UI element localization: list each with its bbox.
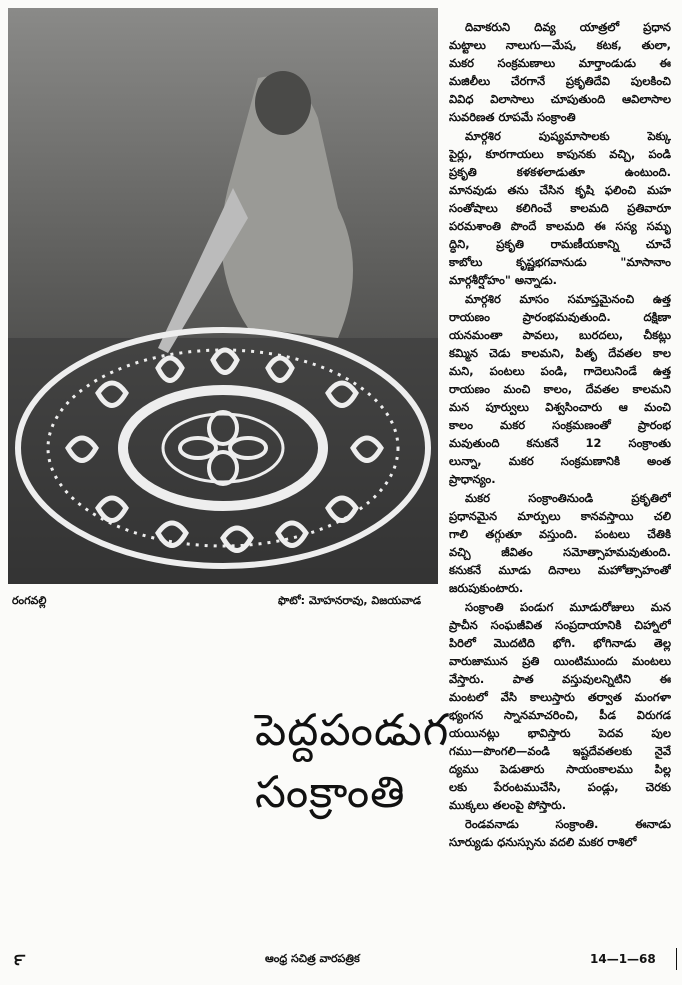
text-line: కనుకనే మూడు దినాలు మహోత్సాహంతో (449, 563, 671, 577)
text-line: మకర సంక్రాంతినుండి ప్రకృతిలో (465, 491, 671, 505)
text-line: మార్గశీర్షోహం" అన్నాడు. (449, 273, 558, 287)
text-line: పైర్లు, కూరగాయలు కాపునకు వచ్చి, పండి (449, 147, 671, 161)
text-line: కమ్మిన చెడు కాలమని, పితృ దేవతల కాల (449, 346, 671, 360)
article-paragraph (449, 489, 671, 597)
text-line: లున్నా, మకర సంక్రమణానికి అంత (449, 454, 671, 468)
text-line: కాలం మకర సంక్రమణంతో ప్రారంభ (449, 418, 671, 432)
text-line: రాయణం ప్రారంభమవుతుంది. దక్షిణా (449, 310, 671, 324)
text-line: మకర సంక్రమణాలు మార్తాండుడు ఈ (449, 56, 671, 70)
text-line: ప్రకృతి కళకళలాడుతూ ఉంటుంది. (449, 165, 671, 179)
text-line: గాలి తగ్గుతూ వస్తుంది. పంటలు చేతికి (449, 527, 671, 541)
title-line-1: పెద్దపండుగ (255, 705, 450, 756)
text-line: పిరిలో మొదటిది భోగి. భోగినాడు తెల్ల (449, 636, 671, 650)
text-line: లకు పేరంటముచేసి, పండ్లు, చెరకు (449, 780, 671, 794)
text-line: భ్యంగన స్నానమాచరించి, పీడ విరుగడ (449, 708, 671, 722)
text-line: కాబోలు కృష్ణభగవానుడు "మాసానాం (449, 255, 671, 269)
text-line: సూర్యుడు ధనుస్సును వదలి మకర రాశిలో (449, 835, 637, 849)
text-line: ప్రాచీన సంఘజీవిత సంప్రదాయానికి చిహ్నాలో (449, 618, 671, 632)
rangoli-photo (8, 8, 438, 584)
text-line: మానవుడు తను చేసిన కృషి ఫలించి మహ (449, 183, 671, 197)
text-line: ప్రాధాన్యం. (449, 472, 496, 486)
article-paragraph (449, 127, 671, 289)
text-line: వారుజామున ప్రతి యింటిముందు మంటలు (449, 654, 671, 668)
text-line: మంటలో వేసి కాలుస్తారు తర్వాత మంగళా (449, 690, 671, 704)
article-title (255, 700, 450, 824)
photo-credit: ఫొటో: మోహనరావు, విజయవాడ (278, 594, 422, 607)
text-line: మన పూర్వులు విశ్వసించారు ఆ మంచి (449, 400, 671, 414)
text-line: మార్గశిర మాసం సమాప్తమైనంచి ఉత్త (465, 292, 671, 306)
text-line: ప్రధానమైన మార్పులు కానవస్తాయి చలి (449, 509, 671, 523)
text-line: గము—పొంగలి—వండి ఇష్టదేవతలకు నైవే (449, 744, 671, 758)
text-line: వేస్తారు. పాత వస్తువులన్నిటిని ఈ (449, 672, 671, 686)
page-mark: ౯ (14, 950, 26, 969)
text-line: యనమంతా పావలు, బురదలు, చీకట్లు (449, 328, 671, 342)
text-line: మట్టాలు నాలుగు—మేష, కటక, తులా, (449, 38, 671, 52)
text-line: మని, పంటలు పండి, గాదెలునిండే ఉత్త (449, 364, 671, 378)
text-line: మజిలీలు చేరగానే ప్రకృతిదేవి పులకించి (449, 74, 671, 88)
text-line: సంక్రాంతి పండుగ మూడురోజులు మన (465, 600, 671, 614)
text-line: సువరిణత రూపమే సంక్రాంతి (449, 110, 576, 124)
text-line: రెండవనాడు సంక్రాంతి. ఈనాడు (465, 817, 671, 831)
article-paragraph (449, 598, 671, 814)
text-line: మార్గశిర పుష్యమాసాలకు పెక్కు (465, 129, 671, 143)
photo-caption: రంగవల్లి (12, 594, 47, 607)
article-paragraph (449, 290, 671, 488)
article-paragraph (449, 815, 671, 851)
text-line: ద్ధిని, ప్రకృతి రామణీయకాన్ని చూచే (449, 237, 671, 251)
text-line: రాయణం మంచి కాలం, దేవతల కాలమని (449, 382, 671, 396)
text-line: ముక్కలు తలంపై పోస్తారు. (449, 798, 567, 812)
text-line: జరుపుకుంటారు. (449, 581, 524, 595)
edge-rule (676, 948, 677, 970)
text-line: మవుతుంది కనుకనే 12 సంక్రాంతు (449, 436, 671, 450)
text-line: సంతోషాలు కలిగించే కాలమది ప్రతివారూ (449, 201, 671, 215)
text-line: వివిధ విలాసాలు చూపుతుంది ఆవిలాసాల (449, 92, 671, 106)
publication-name: ఆంధ్ర సచిత్ర వారపత్రిక (265, 952, 360, 965)
issue-date: 14—1—68 (590, 952, 656, 966)
text-line: వచ్చి జీవితం సమోత్సాహమవుతుంది. (449, 545, 671, 559)
text-line: ద్యము పెడుతారు సాయంకాలము పిల్ల (449, 762, 671, 776)
text-line: దివాకరుని దివ్య యాత్రలో ప్రధాన (465, 20, 671, 34)
article-paragraph (449, 18, 671, 126)
article-body (449, 18, 671, 852)
text-line: పరమశాంతి పొందే కాలమది ఈ సస్య సమృ (449, 219, 671, 233)
text-line: యయినట్లు భావిస్తారు పెదవ పుల (449, 726, 671, 740)
title-line-2: సంక్రాంతి (255, 767, 406, 818)
